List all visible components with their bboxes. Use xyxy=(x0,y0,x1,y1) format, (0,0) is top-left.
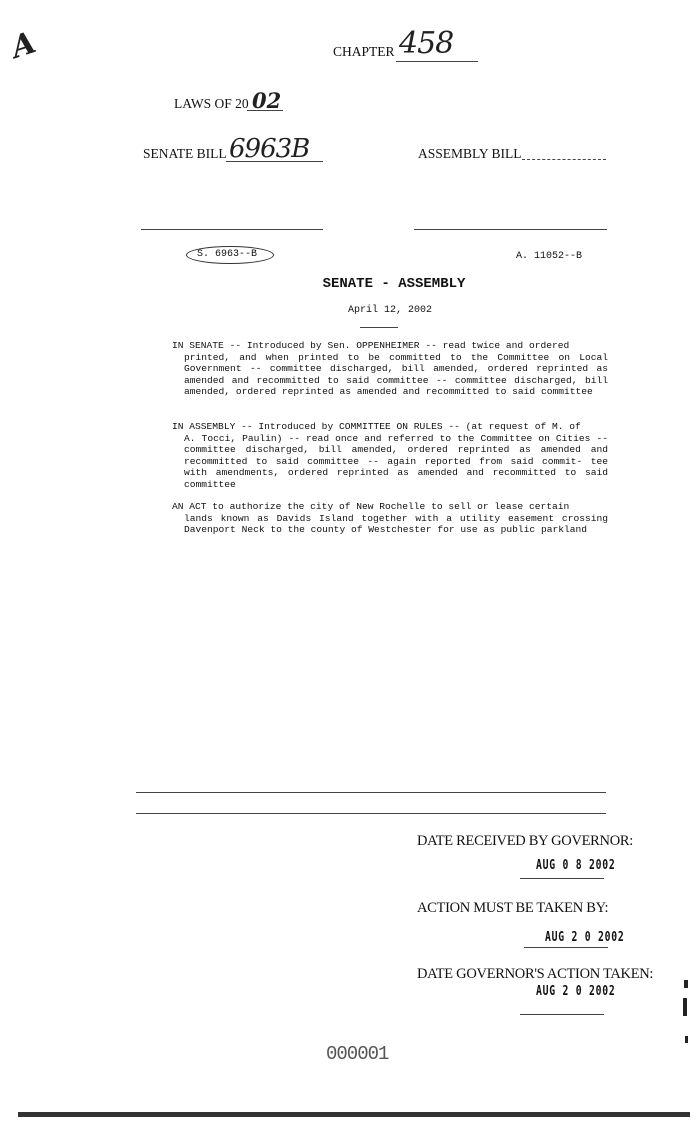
laws-year-underline xyxy=(247,110,283,111)
date-received-label: DATE RECEIVED BY GOVERNOR: xyxy=(417,833,634,849)
footer-rule-top xyxy=(136,792,606,793)
date-underline xyxy=(360,327,398,328)
assembly-number: A. 11052--B xyxy=(516,251,583,262)
senate-bill-underline xyxy=(226,161,323,162)
header-rule-right xyxy=(414,229,607,230)
action-deadline-label: ACTION MUST BE TAKEN BY: xyxy=(417,900,609,916)
senate-bill-label: SENATE BILL xyxy=(143,146,227,161)
header-rule-left xyxy=(141,229,323,230)
scan-mark-1 xyxy=(684,980,688,988)
paragraph-first-line: AN ACT to authorize the city of New Rochelle to sell or lease certain xyxy=(172,501,570,512)
scan-bottom-bar xyxy=(18,1112,690,1117)
assembly-bill-underline xyxy=(522,159,606,160)
action-taken-underline xyxy=(520,1014,604,1015)
action-taken-stamp: AUG 2 0 2002 xyxy=(536,984,616,999)
date-received-underline xyxy=(520,878,604,879)
paragraph-first-line: IN ASSEMBLY -- Introduced by COMMITTEE ON RULES -- (at request of M. of xyxy=(172,421,581,432)
chapter-number: 458 xyxy=(399,26,454,61)
paragraph-first-line: IN SENATE -- Introduced by Sen. OPPENHEIMER -- read twice and ordered xyxy=(172,340,570,351)
bill-date: April 12, 2002 xyxy=(347,305,432,316)
date-received-stamp: AUG 0 8 2002 xyxy=(536,858,616,873)
senate-bill-number: 6963B xyxy=(229,134,310,164)
laws-of-label: LAWS OF 20 xyxy=(174,96,249,111)
bill-title: SENATE - ASSEMBLY xyxy=(322,276,466,292)
act-description-paragraph xyxy=(172,501,608,536)
paragraph-continuation: printed, and when printed to be committed to the Committee on Local Government -- committee discharged, bill amended, ordered reprinted as amended and recommitted to said committee -- committee discharged, bill amended, ordered reprinted as amended and recommitted to said committee xyxy=(184,351,608,398)
chapter-label: CHAPTER xyxy=(333,44,395,59)
scan-mark-2 xyxy=(683,998,687,1016)
scan-mark-3 xyxy=(685,1036,688,1043)
chapter-underline xyxy=(396,61,478,62)
senate-introduction-paragraph xyxy=(172,340,608,398)
assembly-bill-label: ASSEMBLY BILL xyxy=(418,146,522,161)
laws-year: 02 xyxy=(252,88,282,113)
action-deadline-underline xyxy=(524,947,608,948)
action-deadline-stamp: AUG 2 0 2002 xyxy=(545,930,625,945)
corner-handwritten-mark: A xyxy=(7,25,41,66)
assembly-introduction-paragraph xyxy=(172,421,608,491)
footer-rule-bottom xyxy=(136,813,606,814)
paragraph-continuation: A. Tocci, Paulin) -- read once and referred to the Committee on Cities -- committee discharged, bill amended, ordered reprinted as amended and recommitted to said committee -- again reported from said commit- tee with amendments, ordered reprinted as amended and recommitted to said committee xyxy=(184,432,608,490)
action-taken-label: DATE GOVERNOR'S ACTION TAKEN: xyxy=(417,966,654,982)
page-number: 000001 xyxy=(326,1043,389,1065)
paragraph-continuation: lands known as Davids Island together with a utility easement crossing Davenport Neck to the county of Westchester for use as public parkland xyxy=(184,512,608,536)
senate-number: S. 6963--B xyxy=(197,249,258,260)
